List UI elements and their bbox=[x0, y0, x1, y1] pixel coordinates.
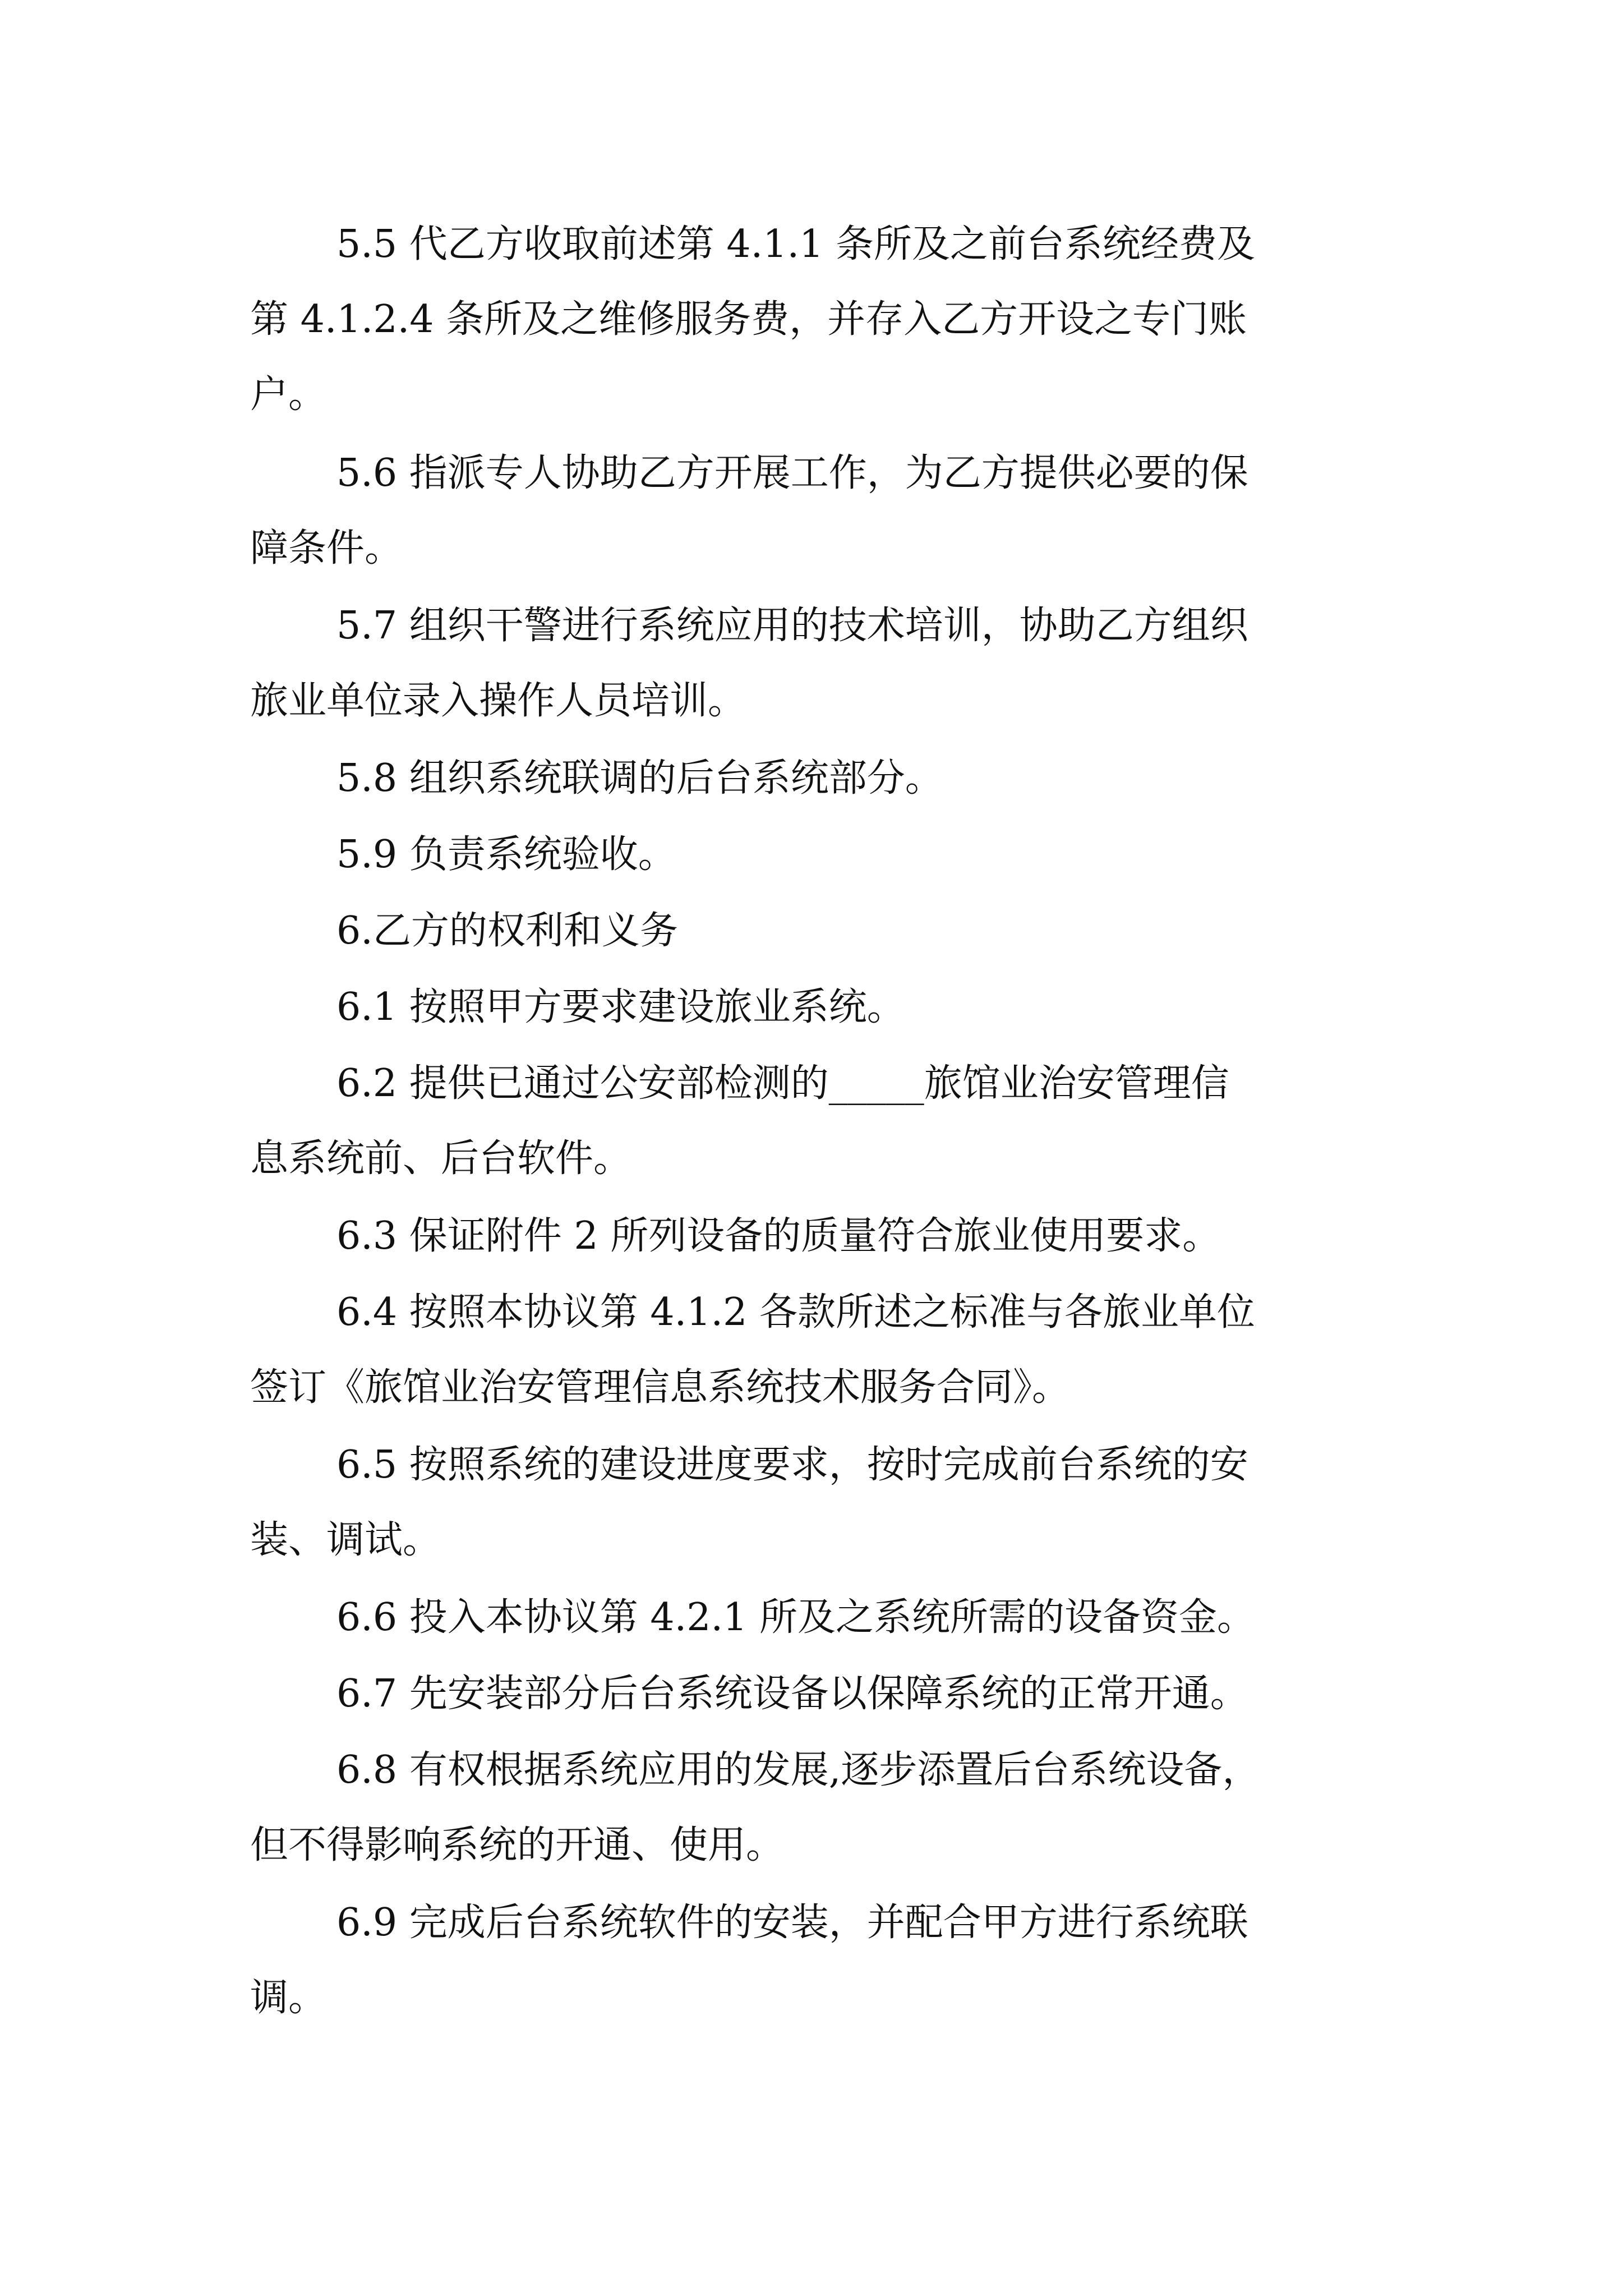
clause-line: 6.7 先安装部分后台系统设备以保障系统的正常开通。 bbox=[336, 1672, 1248, 1716]
clause-line: 5.8 组织系统联调的后台系统部分。 bbox=[336, 756, 943, 800]
clause-line: 障条件。 bbox=[250, 526, 403, 570]
clause-line: 调。 bbox=[250, 1976, 327, 2020]
clause-line: 6.1 按照甲方要求建设旅业系统。 bbox=[336, 985, 905, 1029]
clause-line: 6.6 投入本协议第 4.2.1 所及之系统所需的设备资金。 bbox=[336, 1595, 1256, 1640]
clause-line: 6.4 按照本协议第 4.1.2 各款所述之标准与各旅业单位 bbox=[336, 1290, 1256, 1335]
clause-line: 6.9 完成后台系统软件的安装，并配合甲方进行系统联 bbox=[336, 1901, 1248, 1945]
clause-line: 第 4.1.2.4 条所及之维修服务费，并存入乙方开设之专门账 bbox=[250, 297, 1247, 342]
clause-line: 5.5 代乙方收取前述第 4.1.1 条所及之前台系统经费及 bbox=[336, 222, 1256, 266]
clause-line: 但不得影响系统的开通、使用。 bbox=[250, 1823, 785, 1867]
clause-line: 5.6 指派专人协助乙方开展工作，为乙方提供必要的保 bbox=[336, 451, 1248, 495]
clause-line: 息系统前、后台软件。 bbox=[250, 1137, 632, 1181]
clause-line: 6.8 有权根据系统应用的发展,逐步添置后台系统设备， bbox=[336, 1748, 1261, 1792]
clause-line: 6.2 提供已通过公安部检测的_____旅馆业治安管理信 bbox=[336, 1061, 1229, 1106]
clause-line: 6.5 按照系统的建设进度要求，按时完成前台系统的安 bbox=[336, 1443, 1248, 1487]
clause-line: 装、调试。 bbox=[250, 1518, 441, 1562]
clause-line: 签订《旅馆业治安管理信息系统技术服务合同》。 bbox=[250, 1365, 1071, 1410]
clause-line: 户。 bbox=[250, 372, 327, 417]
clause-line: 5.7 组织干警进行系统应用的技术培训，协助乙方组织 bbox=[336, 604, 1248, 648]
clause-line: 旅业单位录入操作人员培训。 bbox=[250, 679, 746, 723]
clause-line: 6.3 保证附件 2 所列设备的质量符合旅业使用要求。 bbox=[336, 1214, 1221, 1258]
clause-line: 5.9 负责系统验收。 bbox=[336, 832, 676, 877]
section-heading: 6.乙方的权利和义务 bbox=[336, 909, 678, 953]
